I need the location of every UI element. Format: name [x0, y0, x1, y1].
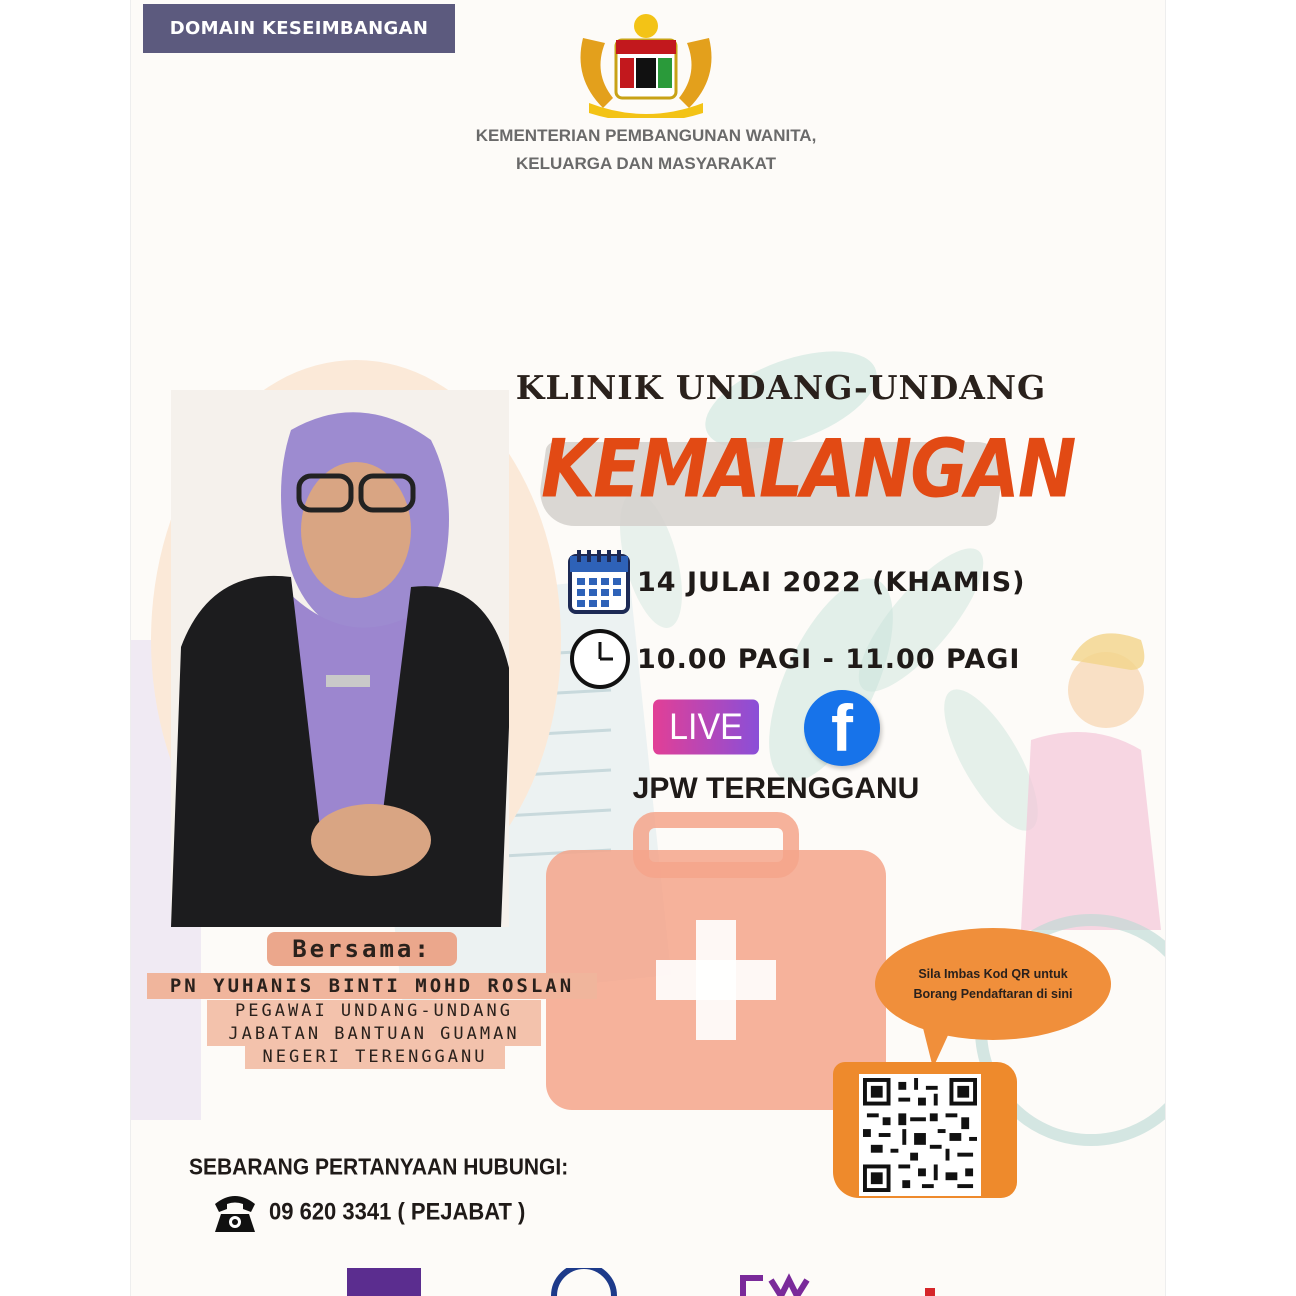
- speaker-heading: Bersama:: [267, 932, 457, 966]
- qr-bubble-tail: [921, 1020, 955, 1068]
- speaker-photo: [171, 390, 509, 927]
- partner-logo-2: [549, 1268, 619, 1296]
- qr-code-pattern: [863, 1078, 977, 1192]
- speaker-name: PN YUHANIS BINTI MOHD ROSLAN: [147, 973, 597, 999]
- speaker-department: JABATAN BANTUAN GUAMAN: [207, 1023, 541, 1046]
- contact-row: [211, 1190, 525, 1234]
- partner-logo-4: [925, 1288, 935, 1296]
- speaker-portrait: [171, 390, 509, 927]
- event-time-row: [569, 628, 1020, 690]
- medical-kit-icon: [651, 915, 781, 1045]
- speaker-role: PEGAWAI UNDANG-UNDANG: [207, 1000, 541, 1023]
- domain-badge: DOMAIN KESEIMBANGAN: [143, 4, 455, 53]
- qr-caption: Sila Imbas Kod QR untuk Borang Pendaftaran di sini: [913, 967, 1073, 1001]
- ministry-line-1: KEMENTERIAN PEMBANGUNAN WANITA,: [475, 126, 817, 145]
- facebook-icon[interactable]: f: [804, 690, 880, 766]
- event-title-block: [541, 421, 1075, 528]
- ministry-line-2: KELUARGA DAN MASYARAKAT: [515, 154, 777, 173]
- coat-of-arms-icon: [571, 8, 721, 118]
- live-badge: LIVE: [653, 700, 759, 755]
- facebook-page-name: JPW TERENGGANU: [632, 772, 920, 805]
- qr-caption-bubble: [875, 928, 1111, 1040]
- contact-heading: SEBARANG PERTANYAAN HUBUNGI:: [189, 1154, 569, 1181]
- phone-icon: [211, 1190, 259, 1234]
- event-date: 14 JULAI 2022 (KHAMIS): [637, 566, 1026, 598]
- event-title: KEMALANGAN: [541, 421, 1075, 517]
- event-time: 10.00 PAGI - 11.00 PAGI: [637, 643, 1021, 675]
- event-subtitle: KLINIK UNDANG-UNDANG: [515, 368, 1047, 407]
- speaker-state: NEGERI TERENGGANU: [245, 1046, 505, 1069]
- qr-code[interactable]: [859, 1074, 981, 1196]
- partner-logo-1: [347, 1268, 421, 1296]
- ministry-name: [371, 122, 921, 178]
- partner-logo-3: [739, 1268, 829, 1296]
- calendar-icon: [567, 548, 631, 616]
- clock-icon: [569, 628, 631, 690]
- event-poster: [130, 0, 1166, 1296]
- contact-phone[interactable]: 09 620 3341 ( PEJABAT ): [269, 1197, 526, 1226]
- event-date-row: [567, 548, 1026, 616]
